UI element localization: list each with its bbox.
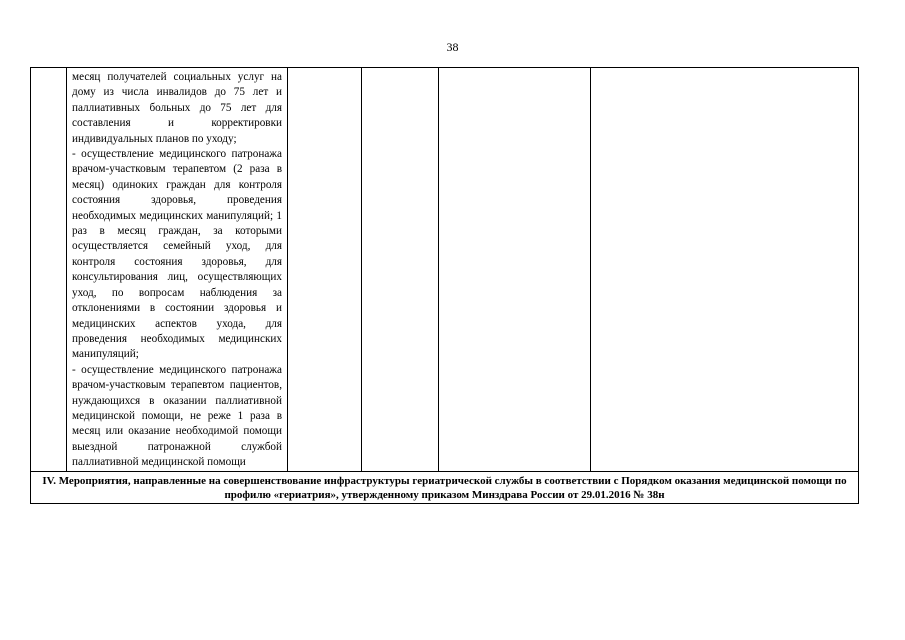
description-paragraph: - осуществление медицинского патронажа врачом-участковым терапевтом пациентов, нуждающихся в оказании паллиативной медицинской помощи, не реже 1 раза в месяц или оказание необходимой помощи выездной патронажной службой паллиативной медицинской помощи (72, 363, 282, 469)
cell-empty (362, 68, 439, 472)
cell-empty (288, 68, 362, 472)
section-heading-row (31, 471, 859, 503)
cell-number (31, 68, 67, 472)
cell-empty (439, 68, 591, 472)
page-number: 38 (446, 40, 459, 54)
measure-description-text (67, 68, 287, 471)
table-row (31, 68, 859, 472)
description-paragraph: - осуществление медицинского патронажа врачом-участковым терапевтом (2 раза в месяц) одиноких граждан для контроля состояния здоровья, проведения необходимых медицинских манипуляций; 1 раз в месяц граждан, за которыми осуществляется семейный уход, для контроля состояния здоровья, для консультирования лиц, осуществляющих уход, по вопросам наблюдения за отклонениями в состоянии здоровья и медицинских аспектов ухода, для проведения необходимых медицинских манипуляций; (72, 148, 282, 361)
section-heading: IV. Мероприятия, направленные на совершенствование инфраструктуры гериатрической службы в соответствии с Порядком оказания медицинской помощи по профилю «гериатрия», утвержденному приказом Минздрава России от 29.01.2016 № 38н (31, 471, 859, 503)
description-paragraph: месяц получателей социальных услуг на дому из числа инвалидов до 75 лет и паллиативных больных до 75 лет для составления и корректировки индивидуальных планов по уходу; (72, 71, 282, 145)
cell-empty (591, 68, 859, 472)
measures-table (30, 67, 859, 504)
cell-measure-description (67, 68, 288, 472)
